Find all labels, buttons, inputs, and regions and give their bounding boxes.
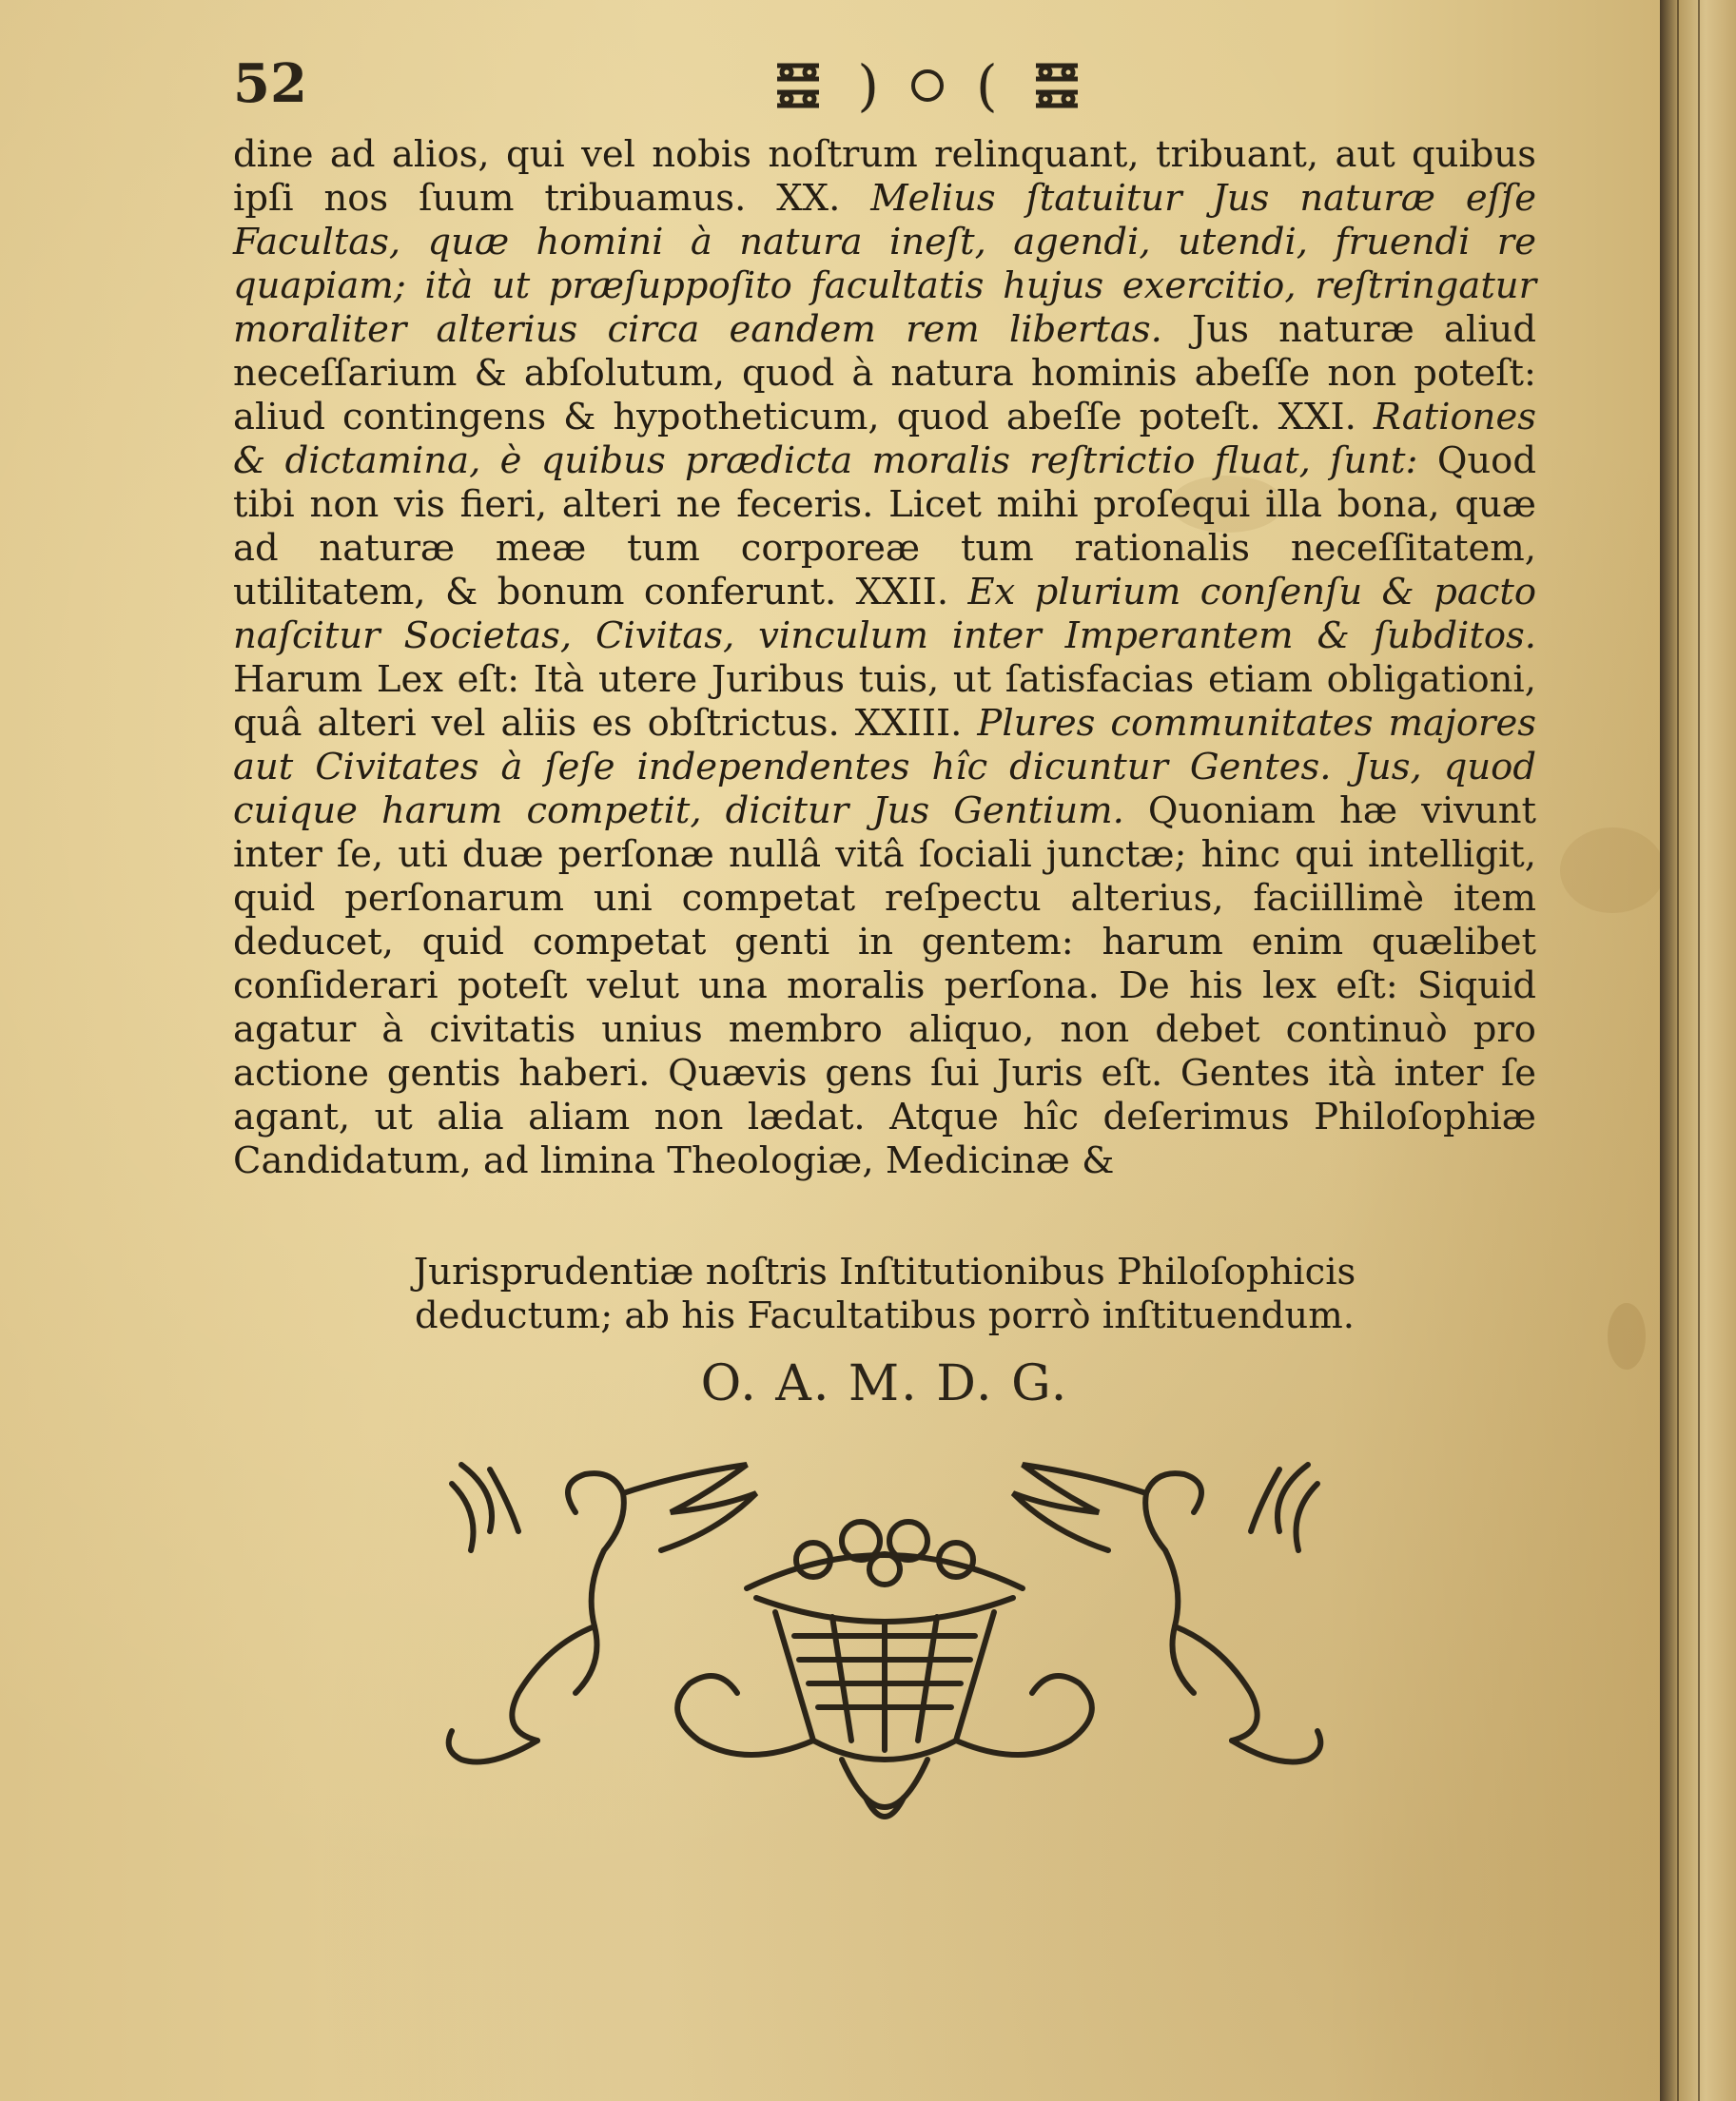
paragraph-text xyxy=(233,133,1536,1183)
ornament-paren-right: ) xyxy=(857,53,879,118)
knot-flourish-icon xyxy=(771,58,825,113)
text-run: Quod tibi non vis fieri, alteri ne feceris. Licet mihi proſequi illa bona, quæ ad naturæ meæ tum corporeæ tum rationalis neceſſitatem, utilitatem, & bonum conferunt. XXII. xyxy=(233,439,1537,613)
ornament-circle xyxy=(911,69,944,102)
paper-stain xyxy=(1560,827,1660,913)
text-run: Quoniam hæ vivunt inter ſe, uti duæ perſonæ nullâ vitâ ſociali junctæ; hinc qui intelligit, quid perſonarum uni competat reſpectu alterius, faciillimè item deducet, quid competat genti in gentem: harum enim quælibet conſiderari poteſt velut una moralis perſona. De his lex eſt: Siquid agatur à civitatis unius membro aliquo, non debet continuò pro actione gentis haberi. Quævis gens ſui Juris eſt. Gentes ità inter ſe agant, ut alia aliam non lædat. Atque hîc deſerimus Philoſophiæ Candidatum, ad limina Theologiæ, Medicinæ & xyxy=(233,789,1536,1182)
closing-lines: Jurisprudentiæ noſtris Inſtitutionibus Philoſophicis deductum; ab his Facultatibus porrò inſtituendum. xyxy=(413,1251,1356,1337)
eagles-and-flower-basket-woodcut-icon xyxy=(433,1455,1336,1855)
body-paragraph xyxy=(233,133,1536,1183)
page-edge-line xyxy=(1698,0,1700,2101)
text-run-italic: Plures communitates majores aut Civitates à ſeſe independentes hîc dicuntur Gentes. Jus, quod cuique harum competit, dicitur Jus Gentium. xyxy=(233,702,1536,832)
paper-stain xyxy=(1608,1303,1646,1370)
text-run-italic: Ex plurium conſenſu & pacto naſcitur Societas, Civitas, vinculum inter Imperantem & ſubditos. xyxy=(233,571,1537,657)
page-number: 52 xyxy=(233,52,307,115)
page-header xyxy=(233,52,1536,119)
text-run-italic: Melius ſtatuitur Jus naturæ eſſe Facultas, quæ homini à natura ineſt, agendi, utendi, fruendi re quapiam; ità ut præſuppoſito facultatis hujus exercitio, reſtringatur moraliter alterius circa eandem rem libertas. xyxy=(233,177,1536,351)
motto: O. A. M. D. G. xyxy=(700,1355,1069,1412)
header-ornament xyxy=(690,52,1165,119)
book-gutter xyxy=(1660,0,1736,2101)
page-edge-line xyxy=(1677,0,1679,2101)
text-run-italic: Rationes & dictamina, è quibus prædicta moralis reſtrictio fluat, ſunt: xyxy=(233,396,1536,482)
ornament-paren-left: ( xyxy=(976,53,998,118)
text-run: Harum Lex eſt: Ità utere Juribus tuis, ut ſatisfacias etiam obligationi, quâ alteri vel aliis es obſtrictus. XXIII. xyxy=(233,658,1536,745)
knot-flourish-icon xyxy=(1030,58,1083,113)
text-run: dine ad alios, qui vel nobis noſtrum relinquant, tribuant, aut quibus ipſi nos ſuum tribuamus. XX. xyxy=(233,133,1536,220)
text-run: Jus naturæ aliud neceſſarium & abſolutum, quod à natura hominis abeſſe non poteſt: aliud contingens & hypotheticum, quod abeſſe poteſt. XXI. xyxy=(233,308,1536,438)
